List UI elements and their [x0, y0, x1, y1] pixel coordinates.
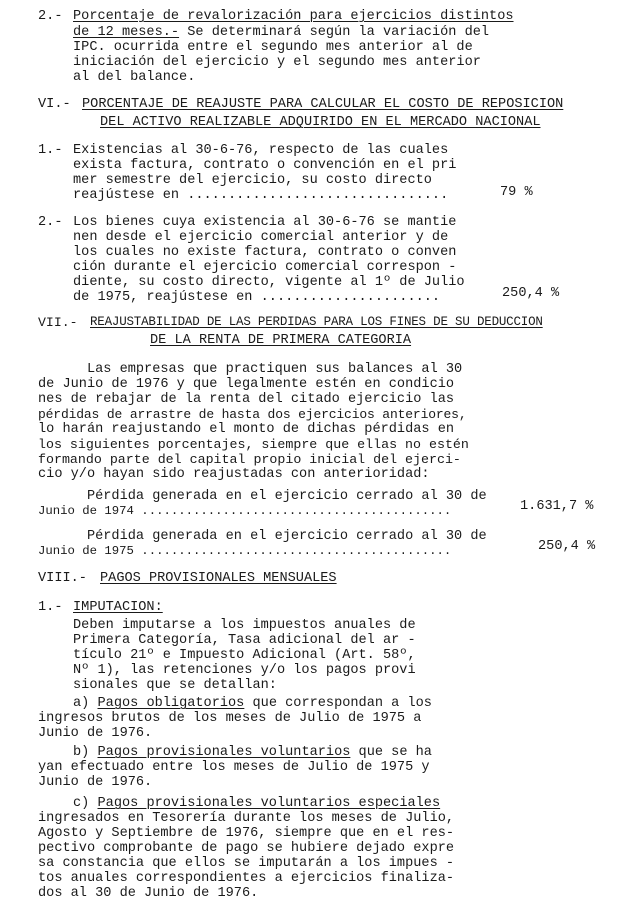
section-6-heading-2: DEL ACTIVO REALIZABLE ADQUIRIDO EN EL MERCADO NACIONAL [100, 115, 541, 130]
section-6-item-2-line-2: nen desde el ejercicio comercial anterior y de [73, 230, 449, 245]
section-8-sub-number: 1.- [38, 600, 63, 615]
section-6-item-2-line-3: los cuales no existe factura, contrato o conven [73, 245, 457, 260]
loss-1975-line-2: Junio de 1975 .......................................... [38, 544, 452, 558]
section-7-paragraph-line-8: cio y/o hayan sido reajustadas con anterioridad: [38, 467, 430, 482]
section-8-number: VIII.- [38, 571, 87, 586]
item-2-title: Porcentaje de revalorización para ejercicios distintos [73, 9, 514, 24]
item-b-label: Pagos provisionales voluntarios [97, 745, 351, 760]
item-c-first-line [73, 797, 440, 810]
item-c-line-7: dos al 30 de Junio de 1976. [38, 886, 259, 901]
item-a-line-2: ingresos brutos de los meses de Julio de 1975 a [38, 711, 422, 726]
item-b-letter: b) [73, 745, 90, 760]
item-2-line-1: Se determinará según la variación del [179, 25, 490, 40]
section-6-number: VI.- [38, 97, 71, 112]
item-2-line-2: IPC. ocurrida entre el segundo mes anterior al de [73, 40, 473, 55]
imputacion-intro-line-2: Primera Categoría, Tasa adicional del ar - [73, 633, 416, 648]
item-2-line-3: iniciación del ejercicio y el segundo mes anterior [73, 55, 481, 70]
section-6-item-2-number: 2.- [38, 215, 63, 230]
item-a-letter: a) [73, 696, 90, 711]
section-6-item-2-line-4: ción durante el ejercicio comercial correspon - [73, 260, 457, 275]
item-2-title-cont: de 12 meses.- [73, 25, 180, 40]
item-2-line-4: al del balance. [73, 70, 196, 85]
imputacion-intro-line-5: sionales que se detallan: [73, 678, 277, 693]
item-2-body [73, 26, 489, 39]
section-7-paragraph-line-1: Las empresas que practiquen sus balances al 30 [38, 362, 463, 377]
item-a-label: Pagos obligatorios [97, 696, 245, 711]
section-6-heading-1: PORCENTAJE DE REAJUSTE PARA CALCULAR EL COSTO DE REPOSICION [82, 97, 564, 112]
section-7-paragraph-line-3: nes de rebajar de la renta del citado ejercicio las [38, 392, 455, 407]
loss-1975-value: 250,4 % [538, 539, 596, 554]
loss-1975-line-1: Pérdida generada en el ejercicio cerrado al 30 de [38, 529, 487, 544]
item-b-first-rest: que se ha [350, 745, 432, 760]
section-8-heading: PAGOS PROVISIONALES MENSUALES [100, 571, 337, 586]
section-6-item-1-line-2: exista factura, contrato o convención en el pri [73, 158, 457, 173]
item-a-first-line [73, 697, 432, 710]
item-c-line-6: tos anuales correspondientes a ejercicios finaliza- [38, 871, 455, 886]
section-6-item-1-line-1: Existencias al 30-6-76, respecto de las cuales [73, 143, 449, 158]
item-b-first-line [73, 746, 432, 759]
section-6-item-1-line-4: reajústese en ................................ [73, 188, 449, 203]
item-2-number: 2.- [38, 9, 63, 24]
section-7-heading-2: DE LA RENTA DE PRIMERA CATEGORIA [150, 333, 412, 348]
imputacion-intro-line-4: Nº 1), las retenciones y/o los pagos provi [73, 663, 416, 678]
item-a-first-rest: que correspondan a los [244, 696, 432, 711]
item-c-letter: c) [73, 796, 90, 811]
imputacion-intro-line-3: tículo 21º e Impuesto Adicional (Art. 58º, [73, 648, 416, 663]
section-7-heading-1: REAJUSTABILIDAD DE LAS PERDIDAS PARA LOS FINES DE SU DEDUCCION [90, 315, 543, 329]
item-c-line-2: ingresados en Tesorería durante los meses de Julio, [38, 811, 455, 826]
section-7-paragraph-line-4: pérdidas de arrastre de hasta dos ejercicios anteriores, [38, 407, 467, 422]
imputacion-intro-line-1: Deben imputarse a los impuestos anuales de [73, 618, 416, 633]
loss-1974-line-2: Junio de 1974 .......................................... [38, 504, 452, 518]
section-6-item-1-value: 79 % [500, 185, 533, 200]
section-7-number: VII.- [38, 315, 78, 330]
item-c-line-5: sa constancia que ellos se imputarán a los impues - [38, 856, 455, 871]
section-7-paragraph-line-2: de Junio de 1976 y que legalmente estén en condicio [38, 377, 455, 392]
item-a-line-3: Junio de 1976. [38, 726, 153, 741]
loss-1974-value: 1.631,7 % [520, 499, 594, 514]
item-c-line-4: pectivo comprobante de pago se hubiere dejado expre [38, 841, 455, 856]
section-6-item-1-number: 1.- [38, 143, 63, 158]
item-b-line-2: yan efectuado entre los meses de Julio de 1975 y [38, 760, 430, 775]
section-8-sub-heading: IMPUTACION: [73, 600, 163, 615]
section-7-paragraph-line-6: los siguientes porcentajes, siempre que ellas no estén [38, 437, 469, 452]
section-6-item-2-line-6: de 1975, reajústese en ...................... [73, 290, 441, 305]
section-7-paragraph-line-5: lo harán reajustando el monto de dichas pérdidas en [38, 422, 455, 437]
section-6-item-1-line-3: mer semestre del ejercicio, su costo directo [73, 173, 432, 188]
item-c-label: Pagos provisionales voluntarios especiales [97, 796, 441, 811]
loss-1974-line-1: Pérdida generada en el ejercicio cerrado al 30 de [38, 489, 487, 504]
section-7-paragraph-line-7: formando parte del capital propio inicial del ejerci- [38, 452, 461, 467]
item-b-line-3: Junio de 1976. [38, 775, 153, 790]
item-c-line-3: Agosto y Septiembre de 1976, siempre que en el res- [38, 826, 455, 841]
section-6-item-2-line-1: Los bienes cuya existencia al 30-6-76 se mantie [73, 215, 457, 230]
section-6-item-2-line-5: diente, su costo directo, vigente al 1º de Julio [73, 275, 465, 290]
section-6-item-2-value: 250,4 % [502, 286, 560, 301]
